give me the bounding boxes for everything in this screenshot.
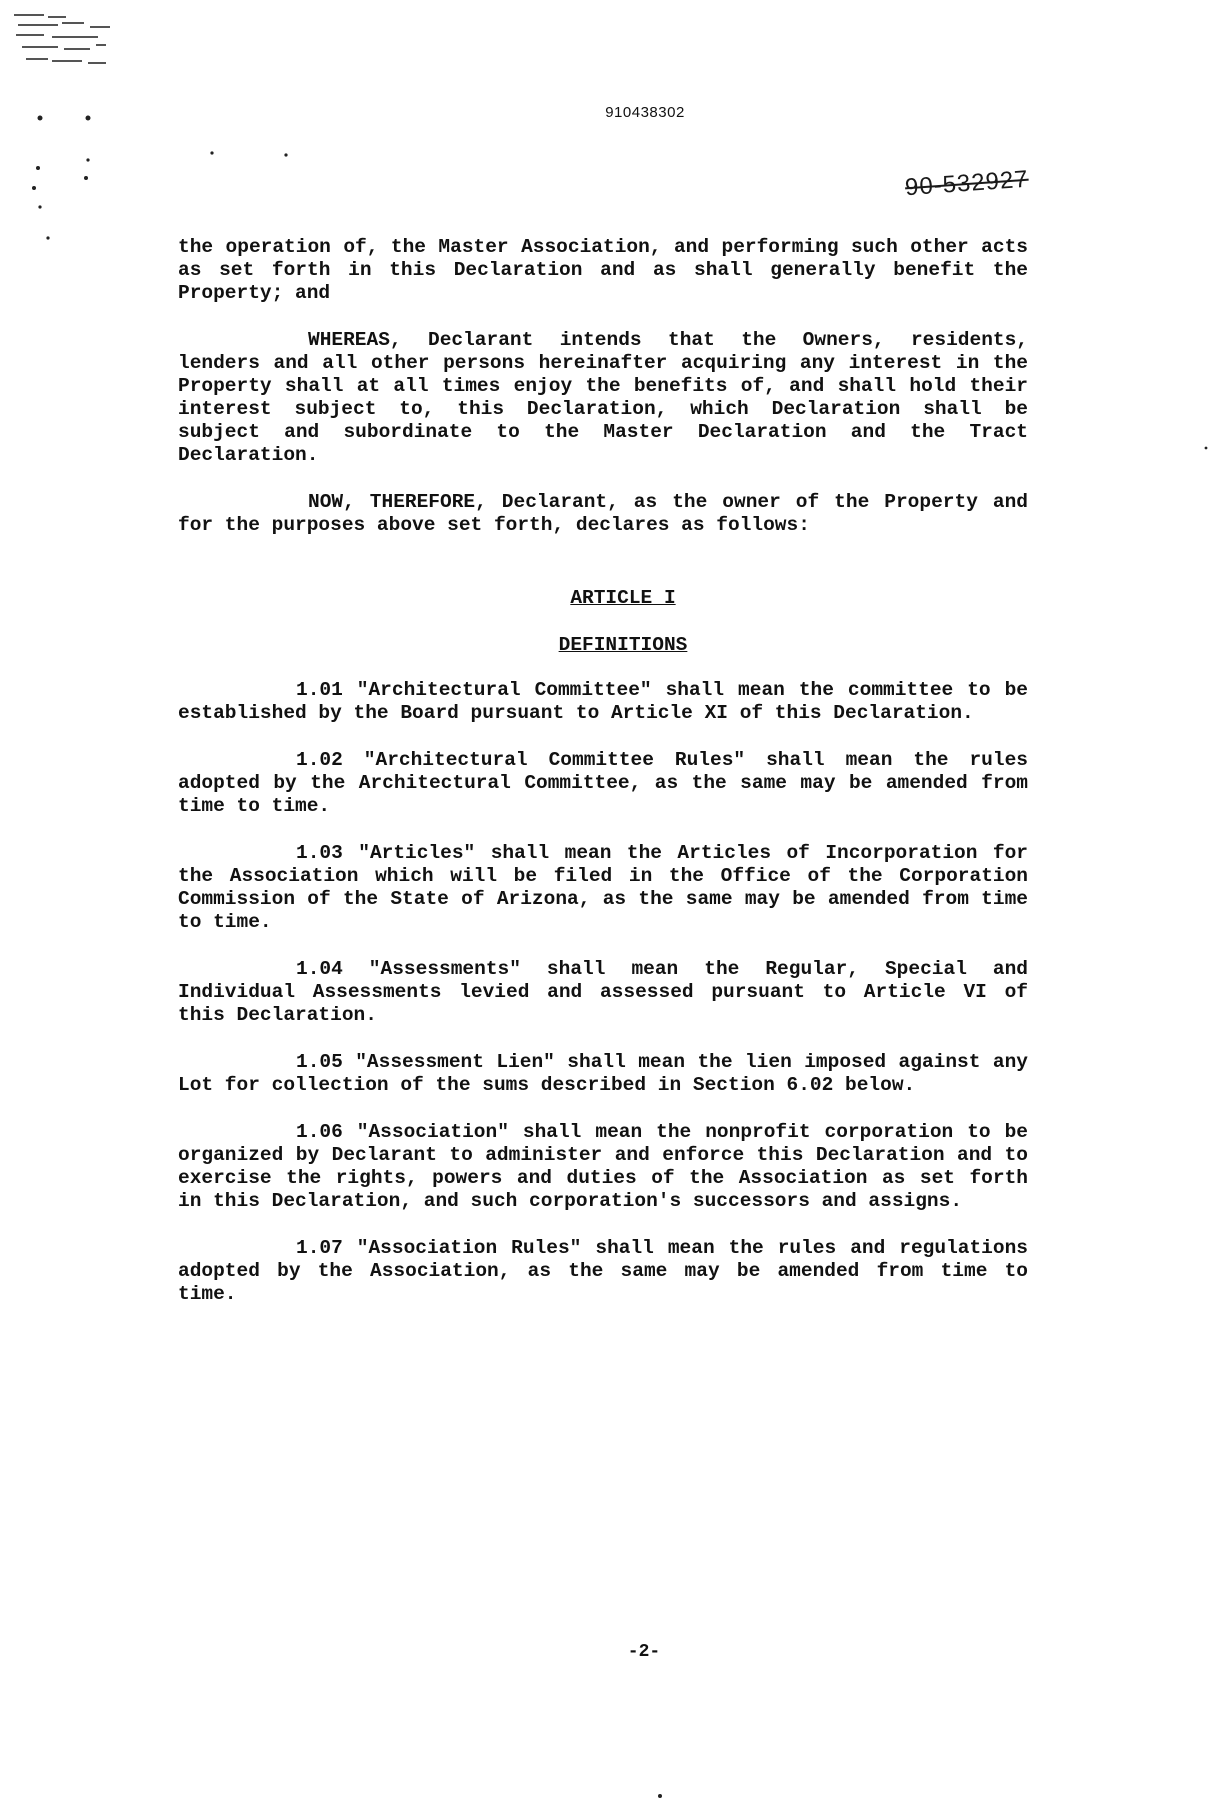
page-number: -2- <box>627 1642 661 1662</box>
paragraph-now-therefore: NOW, THEREFORE, Declarant, as the owner of the Property and for the purposes above set forth, declares as follows: <box>178 491 1028 536</box>
definition-1-01: 1.01 "Architectural Committee" shall mean the committee to be established by the Board pursuant to Article XI of this Declaration. <box>178 679 1028 724</box>
definition-1-06: 1.06 "Association" shall mean the nonprofit corporation to be organized by Declarant to administer and enforce this Declaration and to exercise the rights, powers and duties of the Association as set forth in this Declaration, and such corporation's successors and assigns. <box>178 1121 1028 1212</box>
definition-1-07: 1.07 "Association Rules" shall mean the rules and regulations adopted by the Association, as the same may be amended from time to time. <box>178 1237 1028 1305</box>
definition-1-05: 1.05 "Assessment Lien" shall mean the lien imposed against any Lot for collection of the sums described in Section 6.02 below. <box>178 1051 1028 1096</box>
article-heading: ARTICLE I <box>570 587 676 609</box>
definition-1-04: 1.04 "Assessments" shall mean the Regular, Special and Individual Assessments levied and assessed pursuant to Article VI of this Declaration. <box>178 958 1028 1026</box>
paragraph-continuation: the operation of, the Master Association, and performing such other acts as set forth in this Declaration and as shall generally benefit the Property; and <box>178 236 1028 304</box>
definition-1-03: 1.03 "Articles" shall mean the Articles of Incorporation for the Association which will be filed in the Office of the Corporation Commission of the State of Arizona, as the same may be amended from time to time. <box>178 842 1028 933</box>
definitions-heading: DEFINITIONS <box>558 634 688 656</box>
recording-number-struck: 90-532927 <box>904 165 1030 202</box>
scan-artifact-stamp <box>12 10 132 70</box>
paragraph-whereas: WHEREAS, Declarant intends that the Owners, residents, lenders and all other persons hereinafter acquiring any interest in the Property shall at all times enjoy the benefits of, and shall hold their interest subject to, this Declaration, which Declaration shall be subject and subordinate to the Master Declaration and the Tract Declaration. <box>178 329 1028 466</box>
document-body <box>178 236 1028 1330</box>
definition-1-02: 1.02 "Architectural Committee Rules" shall mean the rules adopted by the Architectural Committee, as the same may be amended from time to time. <box>178 749 1028 817</box>
document-number: 910438302 <box>605 104 685 121</box>
